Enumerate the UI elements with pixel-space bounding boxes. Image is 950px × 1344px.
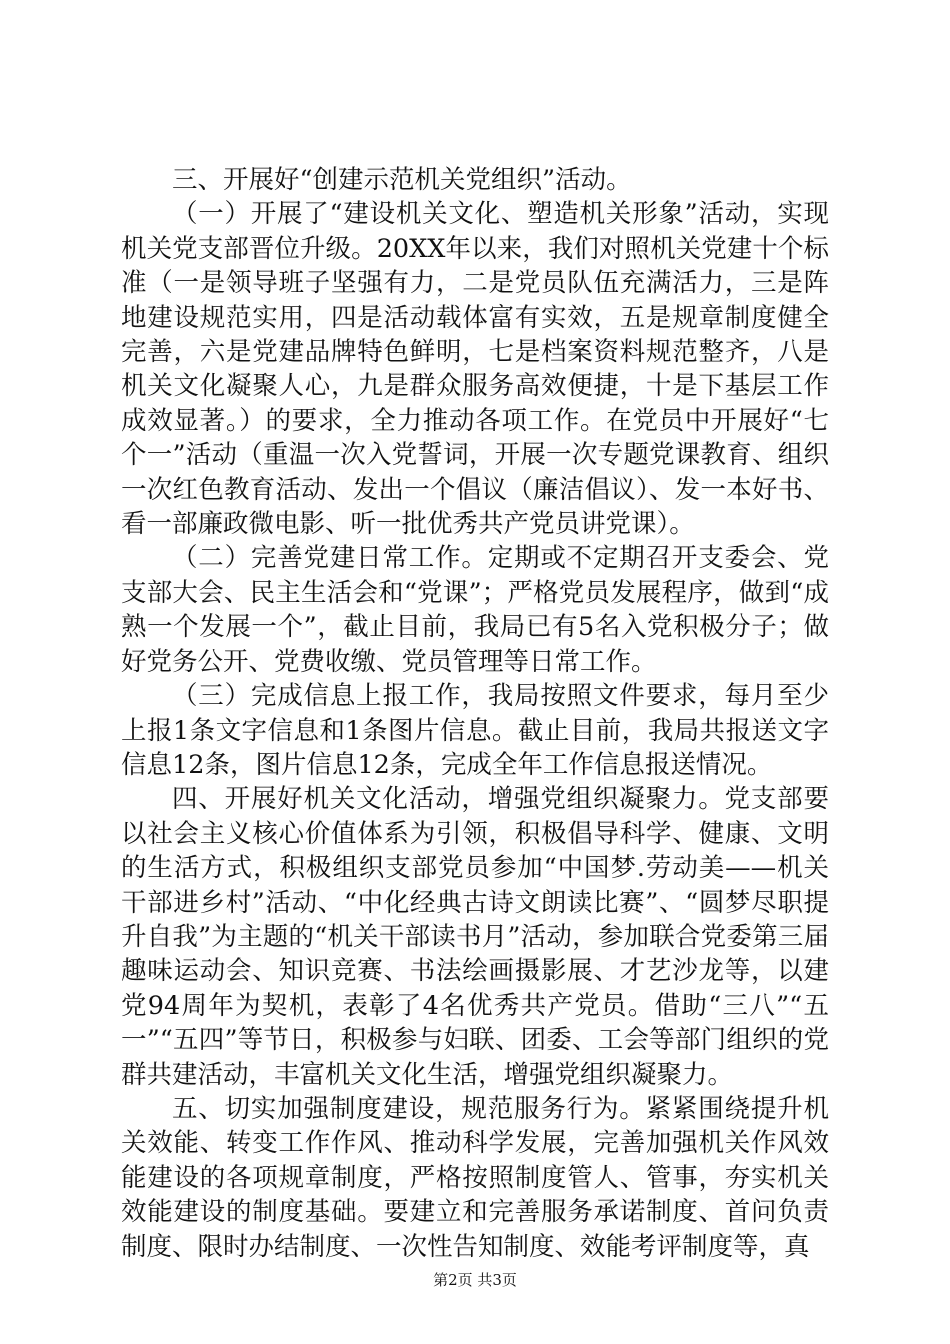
section-four-paragraph: 四、开展好机关文化活动，增强党组织凝聚力。党支部要以社会主义核心价值体系为引领，积极倡导科学、健康、文明的生活方式，积极组织支部党员参加“中国梦.劳动美——机关干部进乡村”活动、“中化经典古诗文朗读比赛”、“圆梦尽职提升自我”为主题的“机关干部读书月”活动，参加联合党委第三届趣味运动会、知识竞赛、书法绘画摄影展、才艺沙龙等，以建党94周年为契机，表彰了4名优秀共产党员。借助“三八”“五一”“五四”等节日，积极参与妇联、团委、工会等部门组织的党群共建活动，丰富机关文化生活，增强党组织凝聚力。 bbox=[121, 784, 829, 1090]
section-five-paragraph: 五、切实加强制度建设，规范服务行为。紧紧围绕提升机关效能、转变工作作风、推动科学发展，完善加强机关作风效能建设的各项规章制度，严格按照制度管人、管事，夯实机关效能建设的制度基础。要建立和完善服务承诺制度、首问负责制度、限时办结制度、一次性告知制度、效能考评制度等，真 bbox=[121, 1093, 829, 1262]
page-footer: 第2页 共3页 bbox=[433, 1271, 517, 1289]
paragraph-item-one: （一）开展了“建设机关文化、塑造机关形象”活动，实现机关党支部晋位升级。20XX年以来，我们对照机关党建十个标准（一是领导班子坚强有力，二是党员队伍充满活力，三是阵地建设规范实用，四是活动载体富有实效，五是规章制度健全完善，六是党建品牌特色鲜明，七是档案资料规范整齐，八是机关文化凝聚人心，九是群众服务高效便捷，十是下基层工作成效显著。）的要求，全力推动各项工作。在党员中开展好“七个一”活动（重温一次入党誓词，开展一次专题党课教育、组织一次红色教育活动、发出一个倡议（廉洁倡议）、发一本好书、看一部廉政微电影、听一批优秀共产党员讲党课）。 bbox=[121, 199, 829, 540]
section-three-heading: 三、开展好“创建示范机关党组织”活动。 bbox=[172, 165, 632, 195]
paragraph-item-three: （三）完成信息上报工作，我局按照文件要求，每月至少上报1条文字信息和1条图片信息。截止目前，我局共报送文字信息12条，图片信息12条，完成全年工作信息报送情况。 bbox=[121, 681, 829, 780]
document-body bbox=[121, 163, 829, 1264]
paragraph-item-two: （二）完善党建日常工作。定期或不定期召开支委会、党支部大会、民主生活会和“党课”；严格党员发展程序，做到“成熟一个发展一个”，截止目前，我局已有5名入党积极分子；做好党务公开、党费收缴、党员管理等日常工作。 bbox=[121, 543, 829, 677]
